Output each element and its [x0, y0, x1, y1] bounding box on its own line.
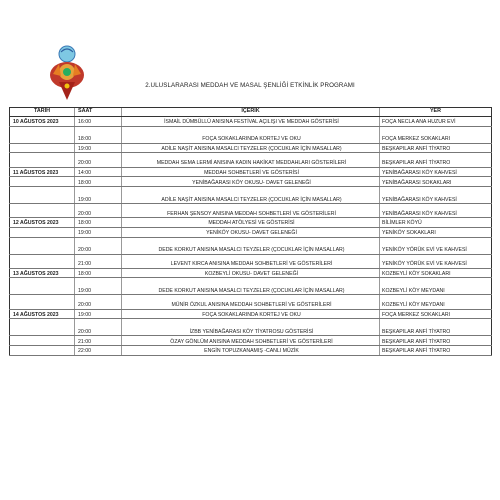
row-place: YENİBAĞARASI KÖY KAHVESİ: [380, 186, 492, 203]
header-icerik: İÇERİK: [122, 108, 380, 117]
table-row: [10, 336, 492, 346]
row-place: FOÇA MERKEZ SOKAKLARI: [380, 126, 492, 143]
row-content: İZBB YENİBAĞARASI KÖY TİYATROSU GÖSTERİSİ: [122, 319, 380, 336]
row-time: 19:00: [75, 227, 122, 237]
row-content: ADİLE NAŞİT ANISINA MASALCI TEYZELER (ÇOCUKLAR İÇİN MASALLAR): [122, 186, 380, 203]
row-content: FOÇA SOKAKLARINDA KORTEJ VE OKU: [122, 126, 380, 143]
row-date: 14 AĞUSTOS 2023: [10, 309, 75, 319]
row-content: MEDDAH ATÖLYESİ VE GÖSTERİSİ: [122, 218, 380, 228]
row-date: [10, 278, 75, 295]
row-content: LEVENT KIRCA ANISINA MEDDAH SOHBETLERİ VE GÖSTERİLERİ: [122, 254, 380, 268]
row-content: ÖZAY GÖNLÜM ANISINA MEDDAH SOHBETLERİ VE GÖSTERİLERİ: [122, 336, 380, 346]
row-place: BEŞKAPILAR ANFİ TİYATRO: [380, 143, 492, 153]
table-row: [10, 167, 492, 177]
row-time: 14:00: [75, 167, 122, 177]
header-saat: SAAT: [75, 108, 122, 117]
row-content: MEDDAH SOHBETLERİ VE GÖSTERİSİ: [122, 167, 380, 177]
header-yer: YER: [380, 108, 492, 117]
row-time: 19:00: [75, 143, 122, 153]
row-content: DEDE KORKUT ANISINA MASALCI TEYZELER (ÇOCUKLAR İÇİN MASALLAR): [122, 278, 380, 295]
row-date: [10, 319, 75, 336]
row-date: [10, 186, 75, 203]
header-tarih: TARİH: [10, 108, 75, 117]
festival-logo: [47, 42, 87, 104]
row-place: YENİKÖY YÖRÜK EVİ VE KAHVESİ: [380, 254, 492, 268]
row-time: 19:00: [75, 186, 122, 203]
row-time: 18:00: [75, 177, 122, 187]
table-row: [10, 237, 492, 254]
row-place: YENİBAĞARASI KÖY KAHVESİ: [380, 167, 492, 177]
row-content: FOÇA SOKAKLARINDA KORTEJ VE OKU: [122, 309, 380, 319]
row-date: [10, 227, 75, 237]
row-place: YENİBAĞARASI KÖY KAHVESİ: [380, 203, 492, 217]
table-row: [10, 203, 492, 217]
table-row: [10, 295, 492, 309]
table-row: [10, 345, 492, 355]
row-time: 20:00: [75, 237, 122, 254]
row-date: [10, 336, 75, 346]
table-row: [10, 186, 492, 203]
row-content: YENİKÖY OKUSU- DAVET GELENEĞİ: [122, 227, 380, 237]
row-time: 21:00: [75, 336, 122, 346]
page-title: 2.ULUSLARARASI MEDDAH VE MASAL ŞENLİĞİ ETKİNLİK PROGRAMI: [145, 82, 355, 89]
row-content: FERHAN ŞENSOY ANISINA MEDDAH SOHBETLERİ VE GÖSTERİLERİ: [122, 203, 380, 217]
row-time: 20:00: [75, 153, 122, 167]
row-time: 18:00: [75, 218, 122, 228]
row-time: 20:00: [75, 295, 122, 309]
row-content: DEDE KORKUT ANISINA MASALCI TEYZELER (ÇOCUKLAR İÇİN MASALLAR): [122, 237, 380, 254]
table-row: [10, 227, 492, 237]
row-date: [10, 203, 75, 217]
row-content: ENGİN TOPUZKANAMIŞ -CANLI MÜZİK: [122, 345, 380, 355]
table-row: [10, 254, 492, 268]
table-row: [10, 143, 492, 153]
row-content: İSMAİL DÜMBÜLLÜ ANISINA FESTİVAL AÇILIŞI VE MEDDAH GÖSTERİSİ: [122, 117, 380, 127]
row-place: BEŞKAPILAR ANFİ TİYATRO: [380, 345, 492, 355]
row-place: FOÇA MERKEZ SOKAKLARI: [380, 309, 492, 319]
table-row: [10, 319, 492, 336]
row-date: [10, 237, 75, 254]
row-date: 11 AĞUSTOS 2023: [10, 167, 75, 177]
row-place: BEŞKAPILAR ANFİ TİYATRO: [380, 336, 492, 346]
row-place: BEŞKAPILAR ANFİ TİYATRO: [380, 319, 492, 336]
row-place: KOZBEYLİ KÖY MEYDANI: [380, 278, 492, 295]
row-time: 20:00: [75, 319, 122, 336]
table-row: [10, 153, 492, 167]
row-time: 16:00: [75, 117, 122, 127]
row-time: 19:00: [75, 278, 122, 295]
row-place: FOÇA NECLA ANA HUZUR EVİ: [380, 117, 492, 127]
row-place: KOZBEYLİ KÖY MEYDANI: [380, 295, 492, 309]
table-row: [10, 309, 492, 319]
row-content: YENİBAĞARASI KÖY OKUSU- DAVET GELENEĞİ: [122, 177, 380, 187]
row-content: KOZBEYLİ OKUSU- DAVET GELENEĞİ: [122, 268, 380, 278]
table-row: [10, 268, 492, 278]
table-row: [10, 177, 492, 187]
table-row: [10, 126, 492, 143]
row-date: [10, 177, 75, 187]
row-time: 19:00: [75, 309, 122, 319]
row-date: [10, 254, 75, 268]
row-content: ADİLE NAŞİT ANISINA MASALCI TEYZELER (ÇOCUKLAR İÇİN MASALLAR): [122, 143, 380, 153]
row-place: BEŞKAPILAR ANFİ TİYATRO: [380, 153, 492, 167]
row-content: MÜNİR ÖZKUL ANISINA MEDDAH SOHBETLERİ VE GÖSTERİLERİ: [122, 295, 380, 309]
row-time: 22:00: [75, 345, 122, 355]
row-time: 18:00: [75, 268, 122, 278]
row-date: [10, 153, 75, 167]
row-time: 21:00: [75, 254, 122, 268]
table-header-row: [10, 108, 492, 117]
table-row: [10, 117, 492, 127]
row-time: 18:00: [75, 126, 122, 143]
table-row: [10, 278, 492, 295]
row-place: BİLİMLER KÖYÜ: [380, 218, 492, 228]
row-date: [10, 295, 75, 309]
row-date: 10 AĞUSTOS 2023: [10, 117, 75, 127]
row-place: YENİKÖY SOKAKLARI: [380, 227, 492, 237]
table-row: [10, 218, 492, 228]
row-place: YENİKÖY YÖRÜK EVİ VE KAHVESİ: [380, 237, 492, 254]
row-date: [10, 345, 75, 355]
row-date: 13 AĞUSTOS 2023: [10, 268, 75, 278]
row-date: [10, 126, 75, 143]
row-time: 20:00: [75, 203, 122, 217]
row-date: 12 AĞUSTOS 2023: [10, 218, 75, 228]
row-place: YENİBAĞARASI SOKAKLARI: [380, 177, 492, 187]
row-date: [10, 143, 75, 153]
row-place: KOZBEYLİ KÖY SOKAKLARI: [380, 268, 492, 278]
program-table: [9, 107, 492, 356]
row-content: MEDDAH SEMA LERMİ ANISINA KADIN HAKİKAT MEDDAHLARI GÖSTERİLERİ: [122, 153, 380, 167]
